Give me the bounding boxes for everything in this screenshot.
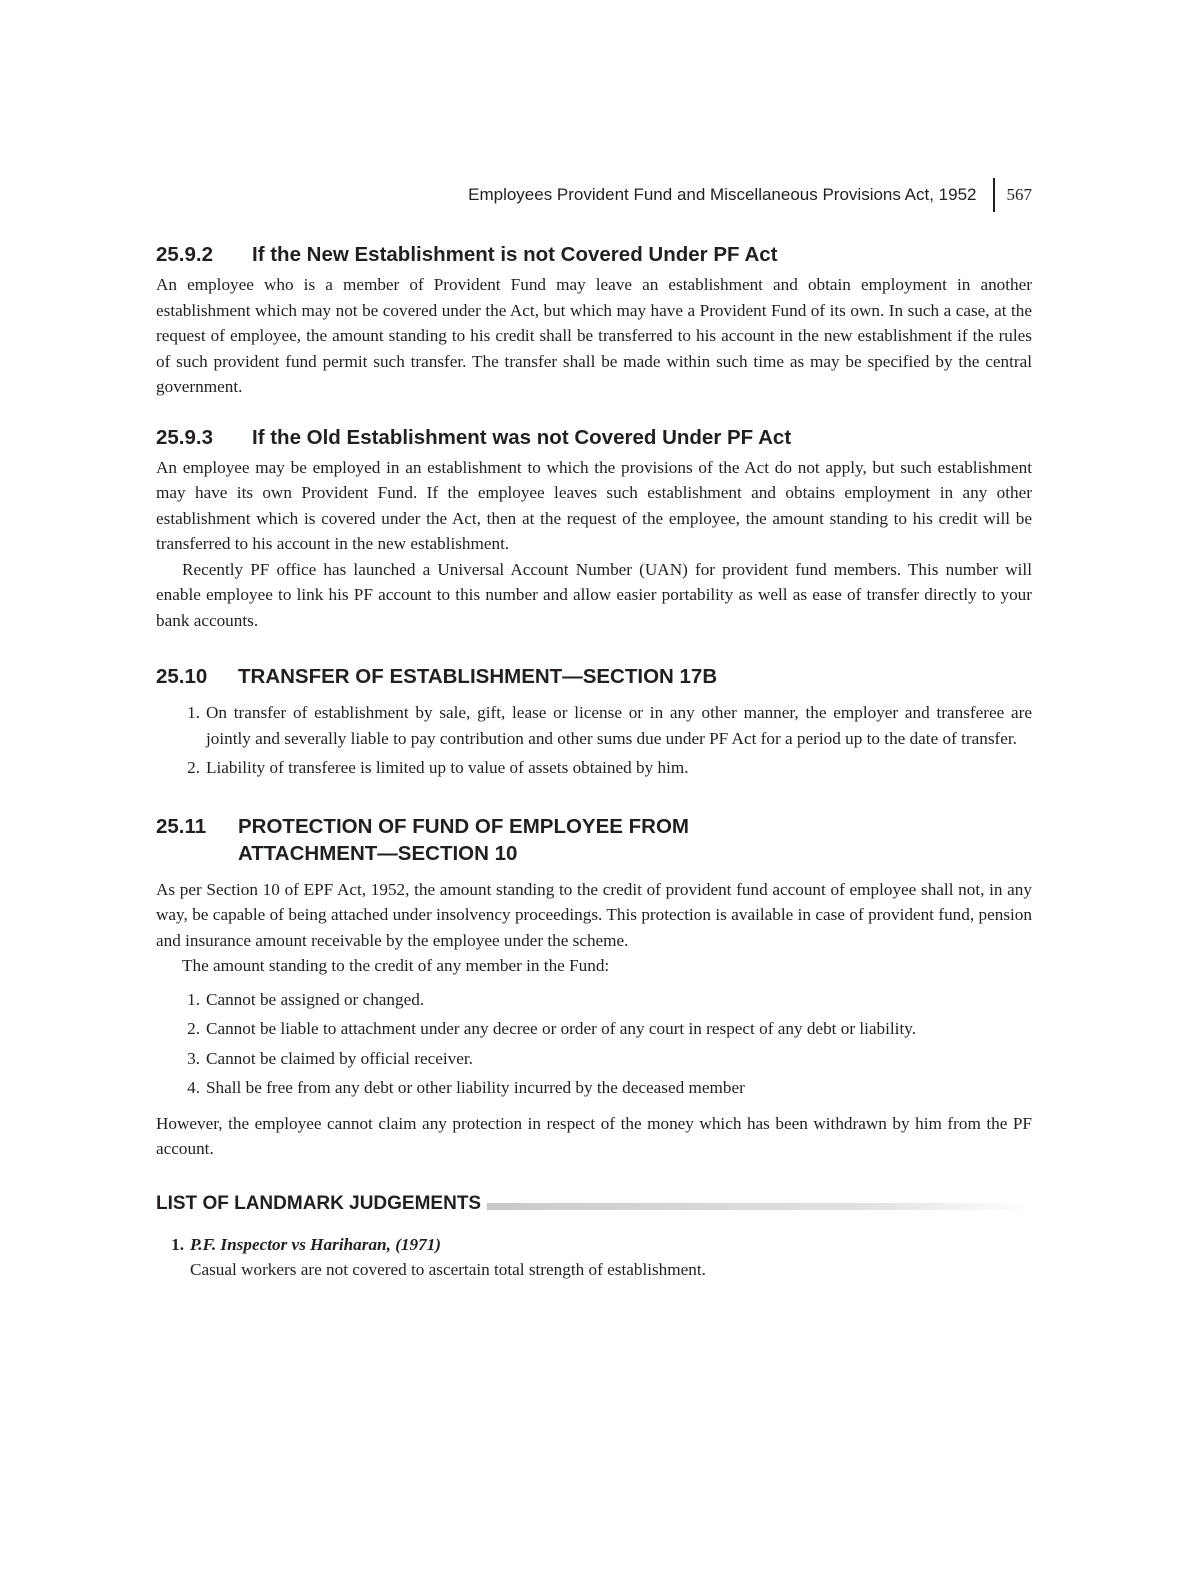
section-number: 25.10 xyxy=(156,665,208,688)
heading-rule xyxy=(487,1203,1032,1210)
list-item: 2. Cannot be liable to attachment under any decree or order of any court in respect of any debt or liability. xyxy=(187,1019,916,1038)
section-number: 25.9.2 xyxy=(156,243,213,266)
paragraph: The amount standing to the credit of any member in the Fund: xyxy=(182,956,610,975)
section-heading-25-10 xyxy=(156,663,1032,690)
numbered-list xyxy=(156,987,1032,1101)
list-item: 1. Cannot be assigned or changed. xyxy=(187,989,425,1009)
paragraph: An employee may be employed in an establishment to which the provisions of the Act do not apply, but such establishment may have its own Provident Fund. If the employee leaves such establishment and obtains employment in any other establishment which is covered under the Act, then at the request of the employee, the amount standing to his credit will be transferred to his account in the new establishment. xyxy=(156,457,1032,553)
list-item: 1. On transfer of establishment by sale, gift, lease or license or in any other manner, the employer and transferee are jointly and severally liable to pay contribution and other sums due under PF Act for a period up to the date of transfer. xyxy=(187,703,1032,748)
list-item: 2. Liability of transferee is limited up to value of assets obtained by him. xyxy=(187,758,689,777)
running-header xyxy=(156,180,1032,210)
section-heading-25-9-2 xyxy=(156,240,1032,270)
numbered-list xyxy=(156,700,1032,781)
paragraph: An employee who is a member of Provident Fund may leave an establishment and obtain employment in another establishment which may not be covered under the Act, but which may have a Provident Fund of its own. In such a case, at the request of employee, the amount standing to his credit shall be transferred to his account in the new establishment if the rules of such provident fund permit such transfer. The transfer shall be made within such time as may be specified by the central government. xyxy=(156,275,1032,396)
section-heading-25-9-3 xyxy=(156,423,1032,453)
section-heading-25-11 xyxy=(156,813,1032,867)
section-title-line2: ATTACHMENT—SECTION 10 xyxy=(238,841,518,865)
case-entry xyxy=(156,1232,1032,1258)
case-description: Casual workers are not covered to ascertain total strength of establishment. xyxy=(190,1260,706,1279)
paragraph: However, the employee cannot claim any protection in respect of the money which has been withdrawn by him from the PF account. xyxy=(156,1113,1032,1158)
judgements-heading-text: LIST OF LANDMARK JUDGEMENTS xyxy=(156,1192,482,1214)
section-number: 25.9.3 xyxy=(156,425,213,449)
case-title: P.F. Inspector vs Hariharan, (1971) xyxy=(190,1234,442,1254)
list-item: 3. Cannot be claimed by official receiver. xyxy=(187,1048,473,1068)
case-number: 1. xyxy=(171,1234,184,1254)
section-title: If the New Establishment is not Covered Under PF Act xyxy=(252,243,778,266)
paragraph: Recently PF office has launched a Universal Account Number (UAN) for provident fund members. This number will enable employee to link his PF account to this number and allow easier portability as well as ease of transfer directly to your bank accounts. xyxy=(156,559,1032,630)
header-divider xyxy=(993,178,995,212)
section-title: If the Old Establishment was not Covered Under PF Act xyxy=(252,425,792,449)
page-content xyxy=(156,240,1032,1283)
page-number: 567 xyxy=(1006,185,1032,204)
section-title-line1: PROTECTION OF FUND OF EMPLOYEE FROM xyxy=(238,814,689,838)
section-title: TRANSFER OF ESTABLISHMENT—SECTION 17B xyxy=(238,665,718,688)
list-item: 4. Shall be free from any debt or other liability incurred by the deceased member xyxy=(187,1078,745,1097)
paragraph: As per Section 10 of EPF Act, 1952, the amount standing to the credit of provident fund account of employee shall not, in any way, be capable of being attached under insolvency proceedings. This protection is available in case of provident fund, pension and insurance amount receivable by the employee under the scheme. xyxy=(156,879,1032,950)
running-title: Employees Provident Fund and Miscellaneous Provisions Act, 1952 xyxy=(468,185,977,204)
section-number: 25.11 xyxy=(156,814,207,838)
judgements-heading xyxy=(156,1190,1032,1218)
